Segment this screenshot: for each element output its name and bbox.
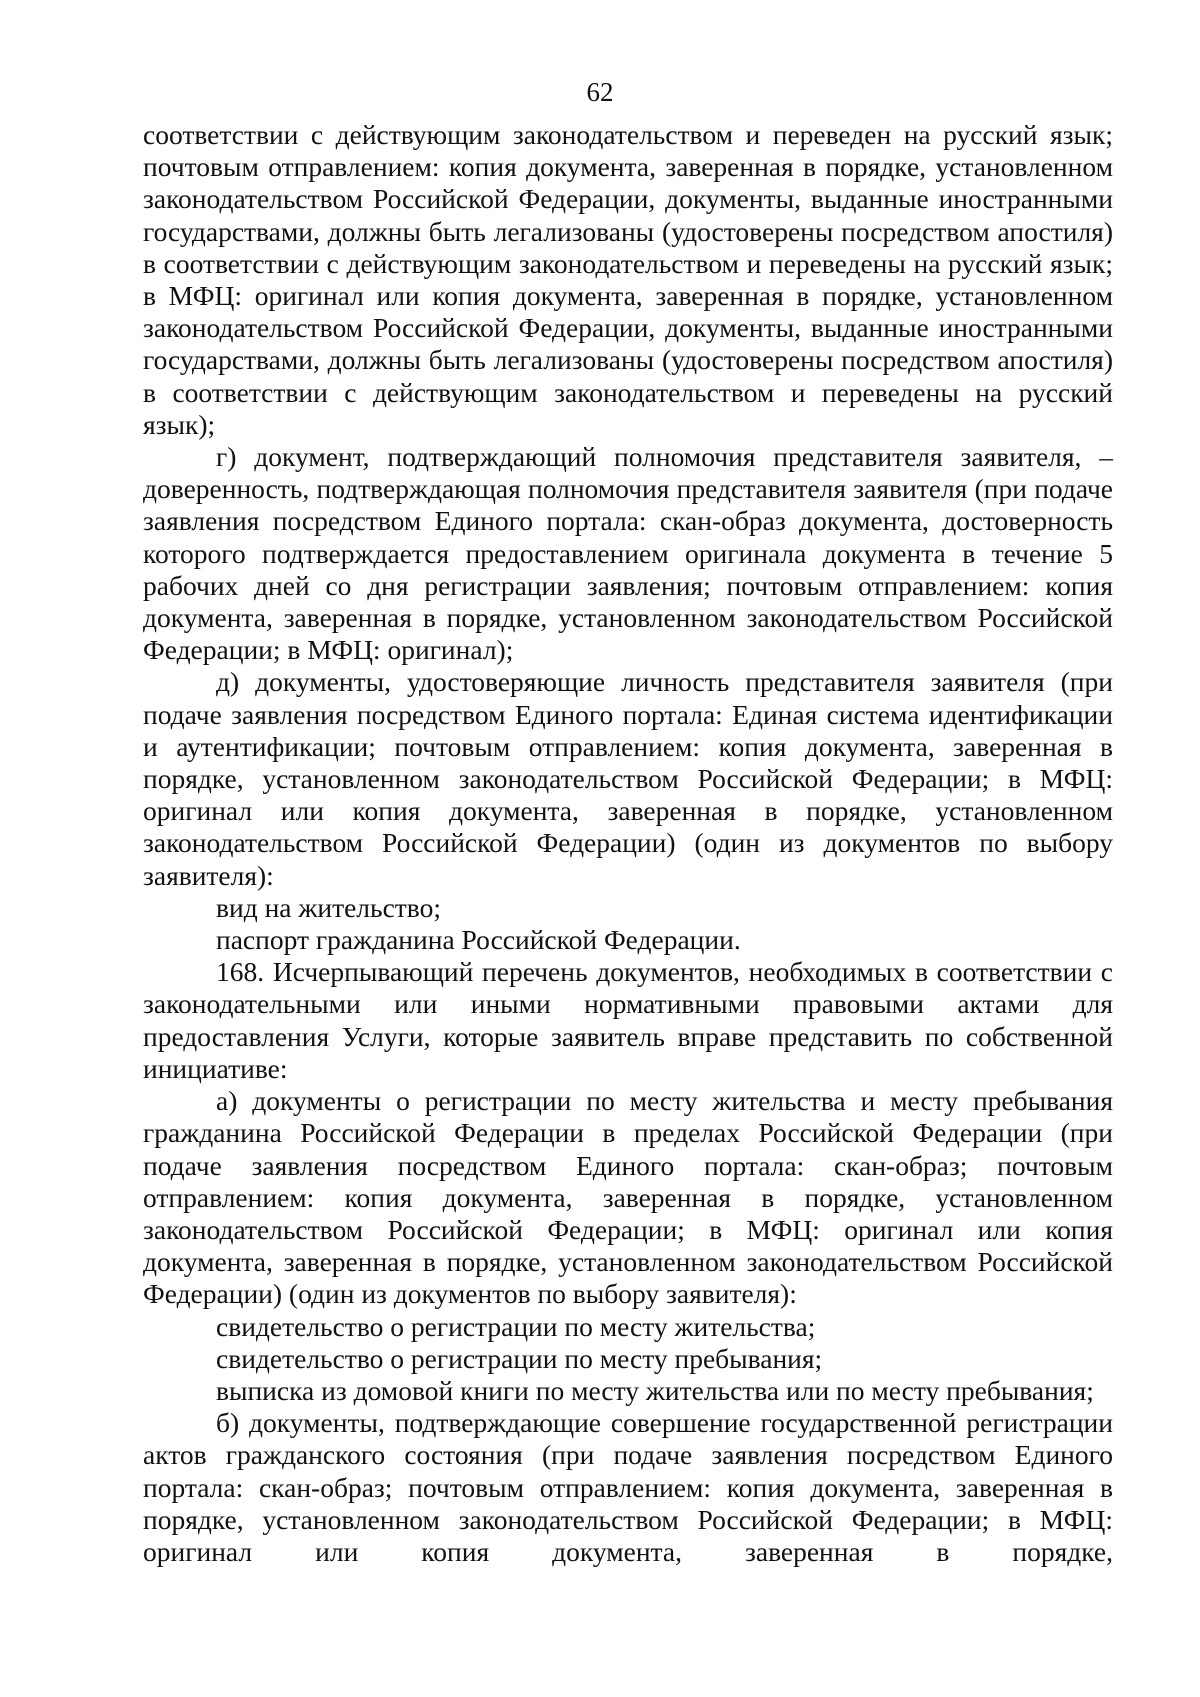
list-item-house-book-extract: выписка из домовой книги по месту жительства или по месту пребывания; <box>216 1374 1094 1406</box>
paragraph-item-d: д) документы, удостоверяющие личность представителя заявителя (при подаче заявления посредством Единого портала: Единая система идентификации и аутентификации; почтовым отправлением: копия документа, заверенная в порядке, установленном законодательством Российской Федерации; в МФЦ: оригинал или копия документа, заверенная в порядке, установленном законодательством Российской Федерации) (один из документов по выбору заявителя): <box>143 666 1113 891</box>
paragraph-item-b: б) документы, подтверждающие совершение государственной регистрации актов гражданского состояния (при подаче заявления посредством Единого портала: скан-образ; почтовым отправлением: копия документа, заверенная в порядке, установленном законодательством Российской Федерации; в МФЦ: оригинал или копия документа, заверенная в порядке, <box>143 1407 1113 1567</box>
paragraph-continuation: соответствии с действующим законодательством и переведен на русский язык; почтовым отправлением: копия документа, заверенная в порядке, установленном законодательством Российской Федерации, документы, выданные иностранными государствами, должны быть легализованы (удостоверены посредством апостиля) в соответствии с действующим законодательством и переведены на русский язык; в МФЦ: оригинал или копия документа, заверенная в порядке, установленном законодательством Российской Федерации, документы, выданные иностранными государствами, должны быть легализованы (удостоверены посредством апостиля) в соответствии с действующим законодательством и переведены на русский язык); <box>143 119 1113 440</box>
list-item-passport: паспорт гражданина Российской Федерации. <box>216 924 741 956</box>
document-body <box>143 119 1113 1568</box>
paragraph-clause-168: 168. Исчерпывающий перечень документов, необходимых в соответствии с законодательными или иными нормативными правовыми актами для предоставления Услуги, которые заявитель вправе представить по собственной инициативе: <box>143 956 1113 1084</box>
paragraph-item-a: а) документы о регистрации по месту жительства и месту пребывания гражданина Российской Федерации в пределах Российской Федерации (при подаче заявления посредством Единого портала: скан-образ; почтовым отправлением: копия документа, заверенная в порядке, установленном законодательством Российской Федерации; в МФЦ: оригинал или копия документа, заверенная в порядке, установленном законодательством Российской Федерации) (один из документов по выбору заявителя): <box>143 1085 1113 1310</box>
list-item-registration-stay: свидетельство о регистрации по месту пребывания; <box>216 1342 823 1374</box>
list-item-residence-permit: вид на жительство; <box>216 891 441 923</box>
paragraph-item-g: г) документ, подтверждающий полномочия представителя заявителя, – доверенность, подтверждающая полномочия представителя заявителя (при подаче заявления посредством Единого портала: скан-образ документа, достоверность которого подтверждается предоставлением оригинала документа в течение 5 рабочих дней со дня регистрации заявления; почтовым отправлением: копия документа, заверенная в порядке, установленном законодательством Российской Федерации; в МФЦ: оригинал); <box>143 441 1113 666</box>
list-item-registration-residence: свидетельство о регистрации по месту жительства; <box>216 1310 816 1342</box>
page-number: 62 <box>586 77 614 107</box>
